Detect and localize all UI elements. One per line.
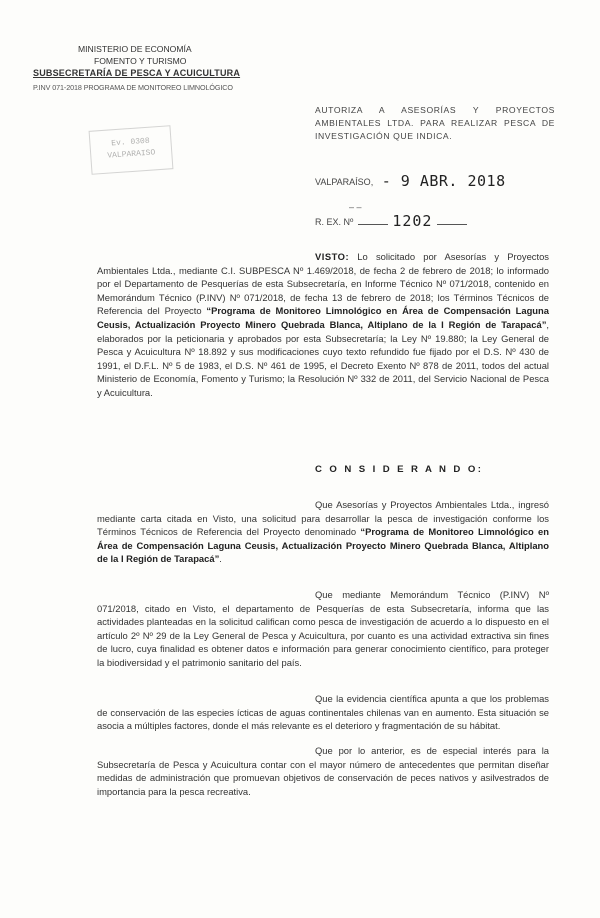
- ministry-name: MINISTERIO DE ECONOMÍA: [78, 44, 192, 54]
- visto-label: VISTO:: [315, 251, 350, 262]
- c1-text-2: .: [219, 553, 222, 565]
- visto-text-2: , elaborados por la peticionaria y aprobados por esta Subsecretaría; la Ley Nº 19.880; la Ley General de Pesca y Acuicultura Nº 18.892 y sus modificaciones cuyo texto refundido fue fijado por el D.S. Nº 430 de 1991, el D.F.L. Nº 5 de 1983, el D.S. Nº 461 de 1995, el Decreto Exento Nº 878 de 2011, todos del actual Ministerio de Economía, Fomento y Turismo; la Resolución Nº 332 de 2011, del Servicio Nacional de Pesca y Acuicultura.: [97, 318, 549, 398]
- considerando-paragraph-4: Que por lo anterior, es de especial interés para la Subsecretaría de Pesca y Acuicultura contar con el mayor número de antecedentes que permitan diseñar medidas de administración que promuevan objetivos de conservación de peces nativos y asilvestrados de importancia para la pesca recreativa.: [97, 745, 549, 797]
- stamp-line-1: Ev. 0308: [111, 136, 150, 149]
- visto-text-1: Lo solicitado por Asesorías y Proyectos Ambientales Ltda., mediante C.I. SUBPESCA Nº 1.469/2018, de fecha 2 de febrero de 2018; lo informado por el Departamento de Pesquerías de esta Subsecretaría, en Informe Técnico Nº 071/2018, contenido en Memorándum Técnico (P.INV) Nº 071/2018, de fecha 13 de febrero de 2018; los Términos Técnicos de Referencia del Proyecto: [97, 251, 549, 317]
- considerando-heading: C O N S I D E R A N D O:: [315, 464, 484, 475]
- considerando-paragraph-3: Que la evidencia científica apunta a que los problemas de conservación de las especies ícticas de aguas continentales chilenas van en aumento. Esta situación se asocia a múltiples factores, donde el más relevante es el deterioro y fragmentación de su hábitat.: [97, 693, 549, 732]
- visto-paragraph: [97, 250, 549, 400]
- considerando-paragraph-2: Que mediante Memorándum Técnico (P.INV) Nº 071/2018, citado en Visto, el departamento de Pesquerías de esta Subsecretaría, informa que las actividades planteadas en la solicitud califican como pesca de investigación de acuerdo a lo dispuesto en el artículo 2º Nº 29 de la Ley General de Pesca y Acuicultura, por cuanto es una actividad extractiva sin fines de lucro, cuya finalidad es obtener datos e información para generar conocimiento científico, para proteger la biodiversidad y el patrimonio sanitario del país.: [97, 589, 549, 668]
- stamp-line-2: VALPARAISO: [107, 148, 156, 161]
- ministry-subtitle: FOMENTO Y TURISMO: [94, 56, 187, 66]
- c1-project-title: “Programa de Monitoreo Limnológico en Área de Compensación Laguna Ceusis, Actualización Proyecto Minero Quebrada Blanca, Altiplano de la I Región de Tarapacá”: [97, 526, 549, 565]
- place-label: VALPARAÍSO,: [315, 177, 374, 187]
- program-reference: P.INV 071-2018 PROGRAMA DE MONITOREO LIMNOLÓGICO: [33, 83, 233, 92]
- authorization-title: AUTORIZA A ASESORÍAS Y PROYECTOS AMBIENTALES LTDA. PARA REALIZAR PESCA DE INVESTIGACIÓN QUE INDICA.: [315, 105, 555, 141]
- considerando-paragraph-1: [97, 498, 549, 566]
- c1-text-1: Que Asesorías y Proyectos Ambientales Ltda., ingresó mediante carta citada en Visto, una solicitud para desarrollar la pesca de investigación conforme los Términos Técnicos de Referencia del Proyecto denominado: [97, 499, 549, 538]
- visto-project-title: “Programa de Monitoreo Limnológico en Área de Compensación Laguna Ceusis, Actualización Proyecto Minero Quebrada Blanca, Altiplano de la I Región de Tarapacá”: [97, 305, 549, 330]
- received-stamp: [89, 125, 174, 175]
- resolution-underline-right: [437, 224, 467, 225]
- resolution-label: R. EX. Nº: [315, 217, 354, 227]
- resolution-number-line: [315, 212, 467, 230]
- resolution-underline-left: [358, 224, 388, 225]
- handwritten-marks: – –: [349, 202, 362, 212]
- resolution-number: 1202: [392, 212, 433, 230]
- date-stamp: - 9 ABR. 2018: [381, 172, 506, 190]
- place-date: [315, 172, 506, 190]
- subsecretaria-name: SUBSECRETARÍA DE PESCA Y ACUICULTURA: [33, 68, 241, 78]
